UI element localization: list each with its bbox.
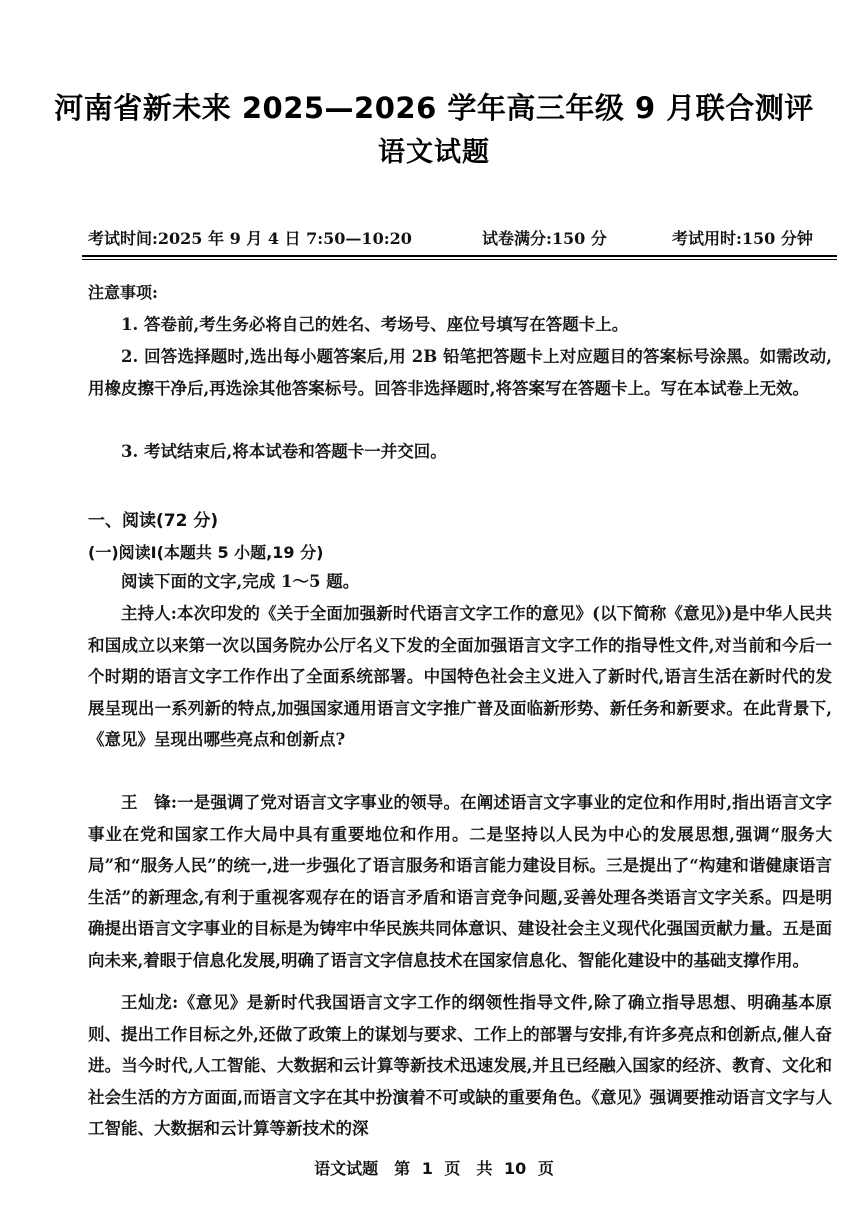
full-score: 试卷满分:150 分 xyxy=(482,229,607,248)
reading-instruction: 阅读下面的文字,完成 1～5 题。 xyxy=(121,572,360,591)
page-footer: 语文试题 第 1 页 共 10 页 xyxy=(314,1159,554,1178)
passage-paragraph: 王灿龙:《意见》是新时代我国语言文字工作的纲领性指导文件,除了确立指导思想、明确基本原则、提出工作目标之外,还做了政策上的谋划与要求、工作上的部署与安排,有许多亮点和创新点,催人奋进。当今时代,人工智能、大数据和云计算等新技术迅速发展,并且已经融入国家的经济、教育、文化和社会生活的方方面面,而语言文字在其中扮演着不可或缺的重要角色。《意见》强调要推动语言文字与人工智能、大数据和云计算等新技术的深 xyxy=(88,993,832,1138)
passage-paragraph: 主持人:本次印发的《关于全面加强新时代语言文字工作的意见》(以下简称《意见》)是中华人民共和国成立以来第一次以国务院办公厅名义下发的全面加强语言文字工作的指导性文件,对当前和今后一个时期的语言文字工作作出了全面系统部署。中国特色社会主义进入了新时代,语言生活在新时代的发展呈现出一系列新的特点,加强国家通用语言文字推广普及面临新形势、新任务和新要求。在此背景下,《意见》呈现出哪些亮点和创新点? xyxy=(88,604,832,749)
notice-item: 2. 回答选择题时,选出每小题答案后,用 2B 铅笔把答题卡上对应题目的答案标号涂黑。如需改动,用橡皮擦干净后,再选涂其他答案标号。回答非选择题时,将答案写在答题卡上。写在本试卷上无效。 xyxy=(88,347,832,398)
header-rule-thin xyxy=(82,259,837,260)
subsection-heading: (一)阅读Ⅰ(本题共 5 小题,19 分) xyxy=(88,543,324,562)
exam-duration: 考试用时:150 分钟 xyxy=(672,229,813,248)
passage-paragraph: 王 锋:一是强调了党对语言文字事业的领导。在阐述语言文字事业的定位和作用时,指出语言文字事业在党和国家工作大局中具有重要地位和作用。二是坚持以人民为中心的发展思想,强调“服务大局”和“服务人民”的统一,进一步强化了语言服务和语言能力建设目标。三是提出了“构建和谐健康语言生活”的新理念,有利于重视客观存在的语言矛盾和语言竞争问题,妥善处理各类语言文字关系。四是明确提出语言文字事业的目标是为铸牢中华民族共同体意识、建设社会主义现代化强国贡献力量。五是面向未来,着眼于信息化发展,明确了语言文字信息技术在国家信息化、智能化建设中的基础支撑作用。 xyxy=(88,793,832,970)
notice-item: 1. 答卷前,考生务必将自己的姓名、考场号、座位号填写在答题卡上。 xyxy=(121,315,629,334)
notice-heading: 注意事项: xyxy=(88,283,158,302)
notice-item: 3. 考试结束后,将本试卷和答题卡一并交回。 xyxy=(121,442,447,461)
exam-time: 考试时间:2025 年 9 月 4 日 7:50—10:20 xyxy=(88,229,412,248)
header-rule-thick xyxy=(82,255,837,257)
exam-title: 河南省新未来 2025—2026 学年高三年级 9 月联合测评 xyxy=(54,91,814,125)
section-heading: 一、阅读(72 分) xyxy=(88,511,219,531)
exam-subtitle: 语文试题 xyxy=(378,137,490,168)
